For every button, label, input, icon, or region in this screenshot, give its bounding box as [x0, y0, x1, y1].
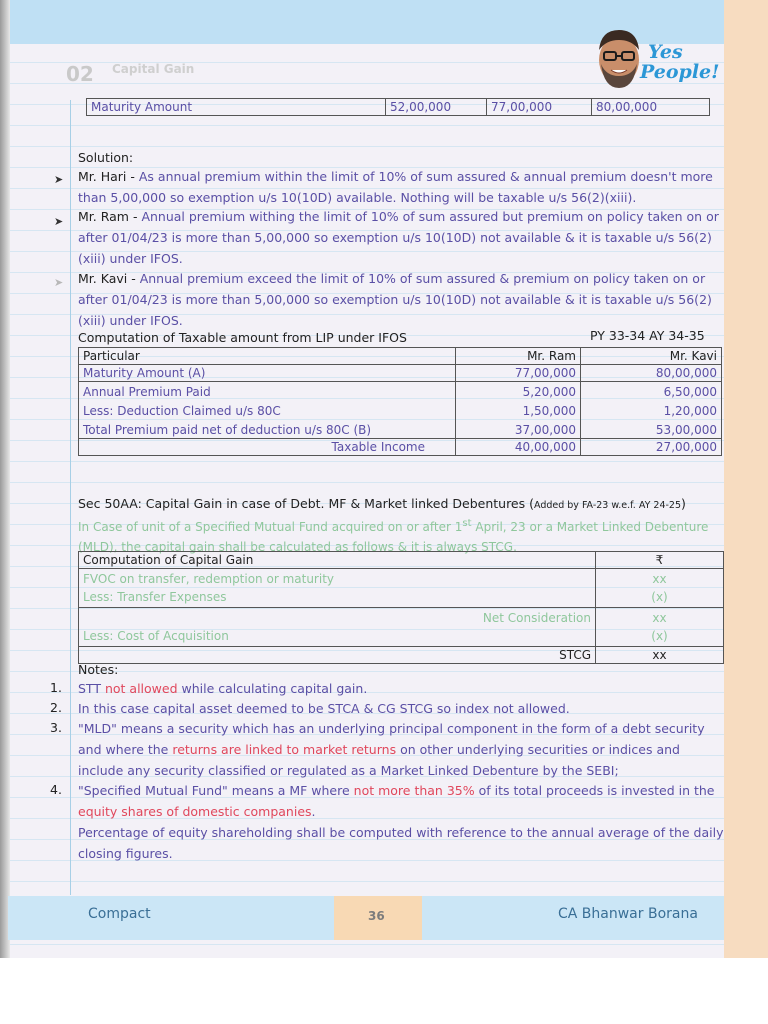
table-cell: STCG: [79, 647, 596, 664]
table-cell: [79, 569, 596, 608]
table-header-cell: Mr. Ram: [456, 348, 581, 365]
table-cell: 40,00,000: [456, 439, 581, 456]
computation-table: [78, 347, 722, 456]
note-item: In this case capital asset deemed to be STCA & CG STCG so index not allowed.: [78, 701, 570, 716]
note-item: [78, 718, 724, 781]
note-number: 2.: [50, 700, 62, 715]
cost-of-acquisition-label: Less: Cost of Acquisition: [83, 629, 229, 643]
table-header-cell: Particular: [79, 348, 456, 365]
table-header-cell: Computation of Capital Gain: [79, 552, 596, 569]
note-text: "Specified Mutual Fund" means a MF where: [78, 783, 354, 798]
ram-name: Mr. Ram -: [78, 209, 138, 224]
table-header-row: [79, 348, 722, 365]
table-row: [87, 99, 710, 116]
table-row: [79, 439, 722, 456]
table-row: [79, 647, 724, 664]
note-item: [78, 780, 724, 822]
rupee-icon: ₹: [596, 552, 724, 569]
chapter-number: 02: [66, 62, 94, 86]
note-text: .: [311, 804, 316, 819]
table-row: [79, 382, 722, 423]
transfer-expenses-value: (x): [651, 590, 668, 604]
hari-text: As annual premium within the limit of 10% of sum assured & annual premium doesn't more than 5,00,000 so exemption u/s 10(10D) available. Nothing will be taxable u/s 56(2)(xiii).: [78, 169, 713, 205]
table-cell: 80,00,000: [581, 365, 722, 382]
note-text: while calculating capital gain.: [177, 681, 368, 696]
net-consideration-label: Net Consideration: [482, 611, 591, 625]
capital-gain-table: [78, 551, 724, 664]
logo-line-2: People!: [640, 61, 720, 83]
table-row: [79, 365, 722, 382]
table-header-cell: Mr. Kavi: [581, 348, 722, 365]
table-cell: 37,00,000: [456, 422, 581, 439]
table-cell: Maturity Amount: [87, 99, 386, 116]
note-highlight: not more than 35%: [353, 783, 475, 798]
note-text: of its total proceeds is invested in the: [474, 783, 715, 798]
logo-line-1: Yes: [648, 41, 683, 63]
author-avatar-icon: [592, 24, 646, 90]
section-title: Sec 50AA: Capital Gain in case of Debt. MF & Market linked Debentures (: [78, 496, 534, 511]
section-title-close: ): [681, 496, 686, 511]
computation-title: Computation of Taxable amount from LIP under IFOS: [78, 330, 407, 345]
note-text: on other underlying securities or indices and include any security classified or regulated as a Market Linked Debenture by the SEBI;: [78, 742, 680, 778]
ram-paragraph: [78, 206, 722, 269]
footer-book-title: Compact: [88, 906, 151, 922]
premium-kavi: 6,50,000: [663, 385, 717, 399]
logo-text: [640, 41, 720, 83]
table-cell: Maturity Amount (A): [79, 365, 456, 382]
chapter-title: Capital Gain: [112, 62, 195, 76]
table-cell: 53,00,000: [581, 422, 722, 439]
maturity-table: [86, 98, 710, 116]
ram-text: Annual premium withing the limit of 10% of sum assured but premium on policy taken on or after 01/04/23 is more than 5,00,000 so exemption u/s 10(10D) not available & it is taxable u/s 56(2)(xiii) under IFOS.: [78, 209, 719, 266]
premium-ram: 5,20,000: [522, 385, 576, 399]
section-desc-a: In Case of unit of a Specified Mutual Fund acquired on or after 1: [78, 520, 463, 534]
premium-label: Annual Premium Paid: [83, 385, 211, 399]
deduction-ram: 1,50,000: [522, 404, 576, 418]
arrow-bullet-icon: ➤: [54, 173, 64, 186]
table-cell: 77,00,000: [456, 365, 581, 382]
table-cell: 27,00,000: [581, 439, 722, 456]
table-row: [79, 422, 722, 439]
kavi-paragraph: [78, 268, 722, 331]
section-desc-b: April, 23 or a Market Linked Debenture (MLD), the capital gain shall be calculated as follows & it is always STCG.: [78, 520, 709, 554]
table-cell: [456, 382, 581, 423]
hari-paragraph: [78, 166, 722, 208]
previous-year-label: PY 33-34 AY 34-35: [590, 328, 705, 343]
net-consideration-value: xx: [652, 611, 667, 625]
table-cell: [581, 382, 722, 423]
kavi-text: Annual premium exceed the limit of 10% of sum assured & premium on policy taken on or after 01/04/23 is more than 5,00,000 so exemption u/s 10(10D) not available & it is taxable u/s 56(2)(xiii) under IFOS.: [78, 271, 712, 328]
kavi-name: Mr. Kavi -: [78, 271, 136, 286]
table-row: [79, 569, 724, 608]
transfer-expenses-label: Less: Transfer Expenses: [83, 590, 227, 604]
table-cell: [596, 608, 724, 647]
table-cell: 80,00,000: [592, 99, 710, 116]
note-text: "MLD" means a security which has an underlying principal component in the form of a debt security and where the: [78, 721, 705, 757]
book-spine-shadow: [0, 0, 10, 958]
note-highlight: equity shares of domestic companies: [78, 804, 312, 819]
footer-author: CA Bhanwar Borana: [558, 906, 698, 922]
note-highlight: not allowed: [104, 681, 178, 696]
page-edge: [724, 0, 768, 958]
note-number: 3.: [50, 720, 62, 735]
fvoc-value: xx: [652, 572, 667, 586]
page-number: 36: [368, 909, 385, 923]
fvoc-label: FVOC on transfer, redemption or maturity: [83, 572, 334, 586]
table-row: [79, 608, 724, 647]
table-cell: Total Premium paid net of deduction u/s 80C (B): [79, 422, 456, 439]
section-desc-sup: st: [462, 518, 472, 529]
hari-name: Mr. Hari -: [78, 169, 135, 184]
arrow-bullet-icon: ➤: [54, 276, 64, 289]
cost-of-acquisition-value: (x): [651, 629, 668, 643]
note-text: STT: [78, 681, 105, 696]
note-highlight: returns are linked to market returns: [172, 742, 397, 757]
notes-heading: Notes:: [78, 662, 119, 677]
deduction-label: Less: Deduction Claimed u/s 80C: [83, 404, 281, 418]
note-item: [78, 678, 724, 699]
solution-heading: Solution:: [78, 150, 134, 165]
table-cell: [79, 382, 456, 423]
margin-line: [70, 100, 71, 895]
table-cell: xx: [596, 647, 724, 664]
arrow-bullet-icon: ➤: [54, 215, 64, 228]
amendment-note: Added by FA-23 w.e.f. AY 24-25: [533, 500, 682, 511]
table-cell: Taxable Income: [79, 439, 456, 456]
table-cell: 77,00,000: [487, 99, 592, 116]
table-header-row: [79, 552, 724, 569]
table-cell: [79, 608, 596, 647]
table-cell: 52,00,000: [386, 99, 487, 116]
note-number: 1.: [50, 680, 62, 695]
note-item: Percentage of equity shareholding shall be computed with reference to the annual average of the daily closing figures.: [78, 825, 724, 861]
note-number: 4.: [50, 782, 62, 797]
table-cell: [596, 569, 724, 608]
deduction-kavi: 1,20,000: [663, 404, 717, 418]
section-heading: [78, 496, 686, 511]
